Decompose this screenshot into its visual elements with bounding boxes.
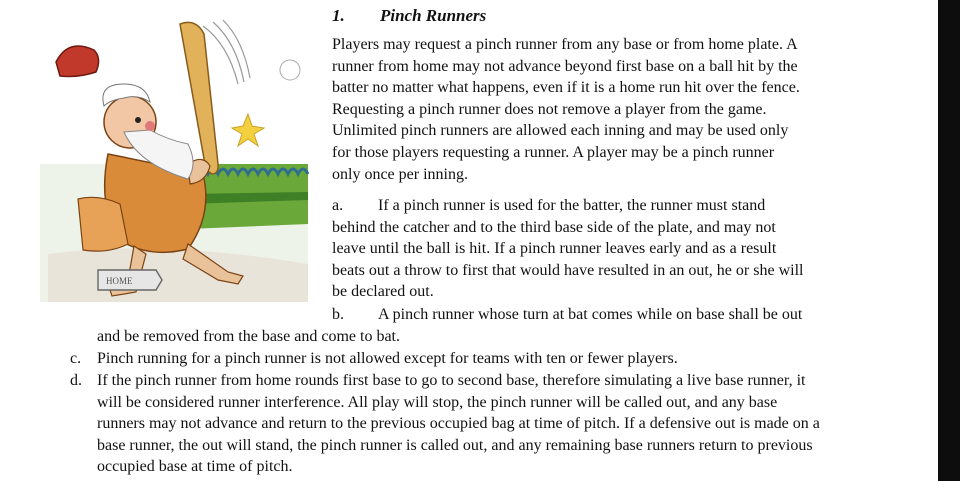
rule-item-a — [332, 195, 803, 303]
rule-item-b-continuation — [97, 326, 400, 348]
rule-item-marker: c. — [70, 350, 82, 367]
rule-line: occupied base at time of pitch. — [97, 458, 293, 476]
intro-line: Unlimited pinch runners are allowed each inning and may be used only — [332, 122, 789, 140]
hit-star-icon — [232, 114, 264, 146]
rule-line: beats out a throw to first that would have resulted in an out, he or she will — [332, 261, 804, 279]
intro-line: Players may request a pinch runner from any base or from home plate. A — [332, 36, 798, 53]
rule-item-c — [70, 348, 678, 370]
section-heading — [332, 6, 486, 26]
rule-line: A pinch runner whose turn at bat comes while on base shall be out — [378, 306, 803, 323]
rule-line: runners may not advance and return to the previous occupied bag at time of pitch. If a defensive out is made on a — [97, 415, 820, 433]
rule-item-marker: b. — [332, 306, 344, 323]
rule-item-marker: d. — [70, 372, 82, 389]
flying-cap-icon — [56, 46, 99, 77]
intro-line: batter no matter what happens, even if it is a home run hit over the fence. — [332, 79, 800, 97]
rule-line: Pinch running for a pinch runner is not allowed except for teams with ten or fewer players. — [97, 350, 678, 367]
rule-line: will be considered runner interference. All play will stop, the pinch runner will be called out, and any base — [97, 393, 778, 411]
baseball-icon — [280, 60, 300, 80]
baseball-runner-illustration — [38, 14, 313, 306]
rule-line: If the pinch runner from home rounds first base to go to second base, therefore simulating a live base runner, it — [97, 372, 806, 389]
rule-item-b — [332, 304, 802, 326]
intro-line: for those players requesting a runner. A player may be a pinch runner — [332, 143, 775, 161]
home-plate-label: HOME — [106, 276, 133, 286]
old-man-runner-drawing — [38, 14, 313, 306]
rule-line: behind the catcher and to the third base side of the plate, and may not — [332, 218, 776, 236]
rule-line: be declared out. — [332, 283, 434, 301]
rule-item-d — [70, 370, 820, 478]
section-title: Pinch Runners — [380, 6, 487, 25]
window-edge-bar — [938, 0, 960, 481]
section-number: 1. — [332, 6, 345, 25]
intro-line: only once per inning. — [332, 165, 468, 183]
rule-line: If a pinch runner is used for the batter, the runner must stand — [378, 197, 766, 214]
intro-line: runner from home may not advance beyond first base on a ball hit by the — [332, 57, 798, 75]
intro-line: Requesting a pinch runner does not remove a player from the game. — [332, 100, 767, 118]
intro-paragraph — [332, 34, 800, 185]
rule-line: base runner, the out will stand, the pinch runner is called out, and any remaining base runners return to previous — [97, 436, 813, 454]
rule-line: leave until the ball is hit. If a pinch runner leaves early and as a result — [332, 240, 777, 258]
rule-item-marker: a. — [332, 197, 344, 214]
rule-line: and be removed from the base and come to bat. — [97, 328, 400, 345]
